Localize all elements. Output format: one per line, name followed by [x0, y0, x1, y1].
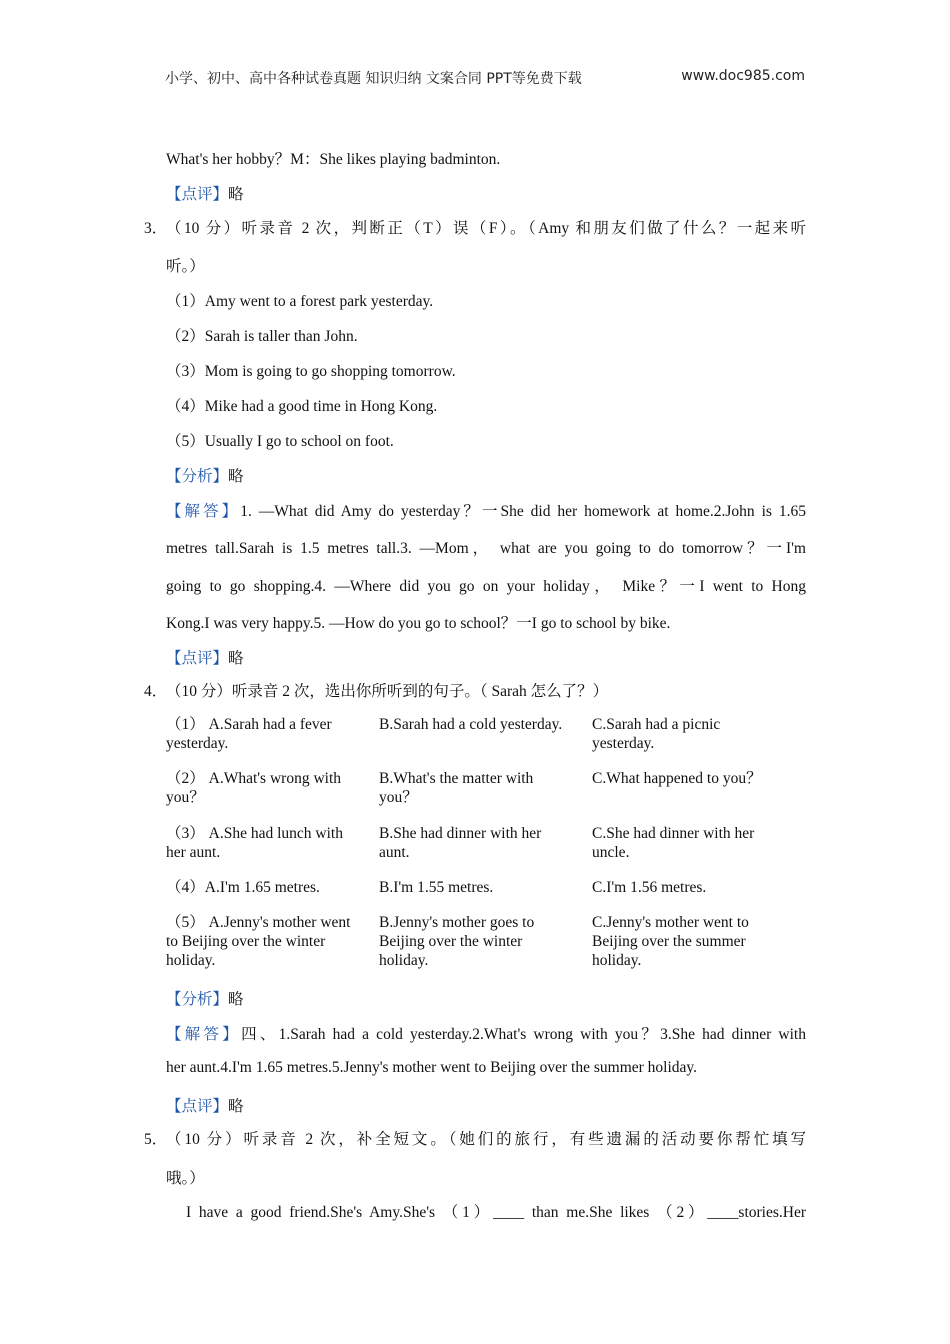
q4-row2-option-a: （2） A.What's wrong with you？ [166, 770, 341, 806]
q4-row1-option-c: C.Sarah had a picnic yesterday. [592, 716, 721, 752]
page-header [165, 68, 805, 88]
comment-tag: 【点评】 [166, 1098, 229, 1115]
comment-tag: 【点评】 [166, 650, 229, 667]
q4-answer-line1: 【解答】四、1.Sarah had a cold yesterday.2.What's wrong with you？3.She had dinner with [166, 1026, 806, 1043]
prev-comment: 【点评】略 [166, 186, 244, 203]
q3-item-4: （4）Mike had a good time in Hong Kong. [166, 398, 438, 415]
header-url: www.doc985.com [681, 68, 805, 84]
q4-row5-option-c: C.Jenny's mother went to Beijing over the summer holiday. [592, 914, 749, 969]
q4-answer-line2: her aunt.4.I'm 1.65 metres.5.Jenny's mother went to Beijing over the summer holiday. [166, 1059, 698, 1076]
q4-stem: （10 分）听录音 2 次，选出你所听到的句子。（ Sarah 怎么了？） [166, 683, 609, 700]
q4-row5-option-a: （5） A.Jenny's mother went to Beijing over the winter holiday. [166, 914, 351, 969]
q4-row3-option-b: B.She had dinner with her aunt. [379, 825, 542, 861]
analysis-tag: 【分析】 [166, 468, 229, 485]
q4-row2-option-c: C.What happened to you？ [592, 770, 762, 787]
q5-passage-line1: I have a good friend.She's Amy.She's （1）____ than me.She likes （2）____stories.Her [186, 1204, 806, 1221]
prev-line: What's her hobby？M：She likes playing badminton. [166, 151, 501, 168]
q3-analysis: 【分析】略 [166, 468, 244, 485]
answer-tag: 【解答】 [166, 1026, 242, 1043]
answer-tag: 【解答】 [166, 503, 241, 520]
q4-comment: 【点评】略 [166, 1098, 244, 1115]
q4-row2-option-b: B.What's the matter with you？ [379, 770, 534, 806]
q3-answer-line2: metres tall.Sarah is 1.5 metres tall.3. —Mom， what are you going to do tomorrow？一I'm [166, 540, 806, 557]
q3-item-1: （1）Amy went to a forest park yesterday. [166, 293, 434, 310]
q3-item-3: （3）Mom is going to go shopping tomorrow. [166, 363, 456, 380]
q4-row1-option-b: B.Sarah had a cold yesterday. [379, 716, 563, 733]
q4-row3-option-a: （3） A.She had lunch with her aunt. [166, 825, 343, 861]
q4-number: 4． [144, 683, 168, 700]
header-left: 小学、初中、高中各种试卷真题 知识归纳 文案合同 PPT等免费下载 [165, 71, 582, 87]
q4-analysis: 【分析】略 [166, 991, 244, 1008]
q4-row5-option-b: B.Jenny's mother goes to Beijing over the winter holiday. [379, 914, 535, 969]
q4-row4-option-a: （4）A.I'm 1.65 metres. [166, 879, 320, 896]
q5-number: 5． [144, 1131, 168, 1148]
q4-row1-option-a: （1） A.Sarah had a fever yesterday. [166, 716, 332, 752]
q4-row4-option-c: C.I'm 1.56 metres. [592, 879, 707, 896]
comment-tag: 【点评】 [166, 186, 229, 203]
q3-stem-line2: 听。） [166, 258, 205, 275]
q3-item-2: （2）Sarah is taller than John. [166, 328, 358, 345]
q3-comment: 【点评】略 [166, 650, 244, 667]
q3-answer-line4: Kong.I was very happy.5. —How do you go to school？一I go to school by bike. [166, 615, 671, 632]
q5-stem-line2: 哦。） [166, 1170, 205, 1187]
q3-answer-line1: 【解答】1. —What did Amy do yesterday？一She did her homework at home.2.John is 1.65 [166, 503, 806, 520]
q3-stem-line1: （10 分）听录音 2 次，判断正（T）误（F）。（Amy 和朋友们做了什么？一起来听 [166, 220, 806, 237]
q5-stem-line1: （10 分）听录音 2 次，补全短文。（她们的旅行，有些遗漏的活动要你帮忙填写 [166, 1131, 806, 1148]
q4-row4-option-b: B.I'm 1.55 metres. [379, 879, 494, 896]
q3-number: 3． [144, 220, 168, 237]
q4-row3-option-c: C.She had dinner with her uncle. [592, 825, 755, 861]
q3-answer-line3: going to go shopping.4. —Where did you go on your holiday， Mike？一I went to Hong [166, 578, 806, 595]
q3-item-5: （5）Usually I go to school on foot. [166, 433, 394, 450]
analysis-tag: 【分析】 [166, 991, 229, 1008]
